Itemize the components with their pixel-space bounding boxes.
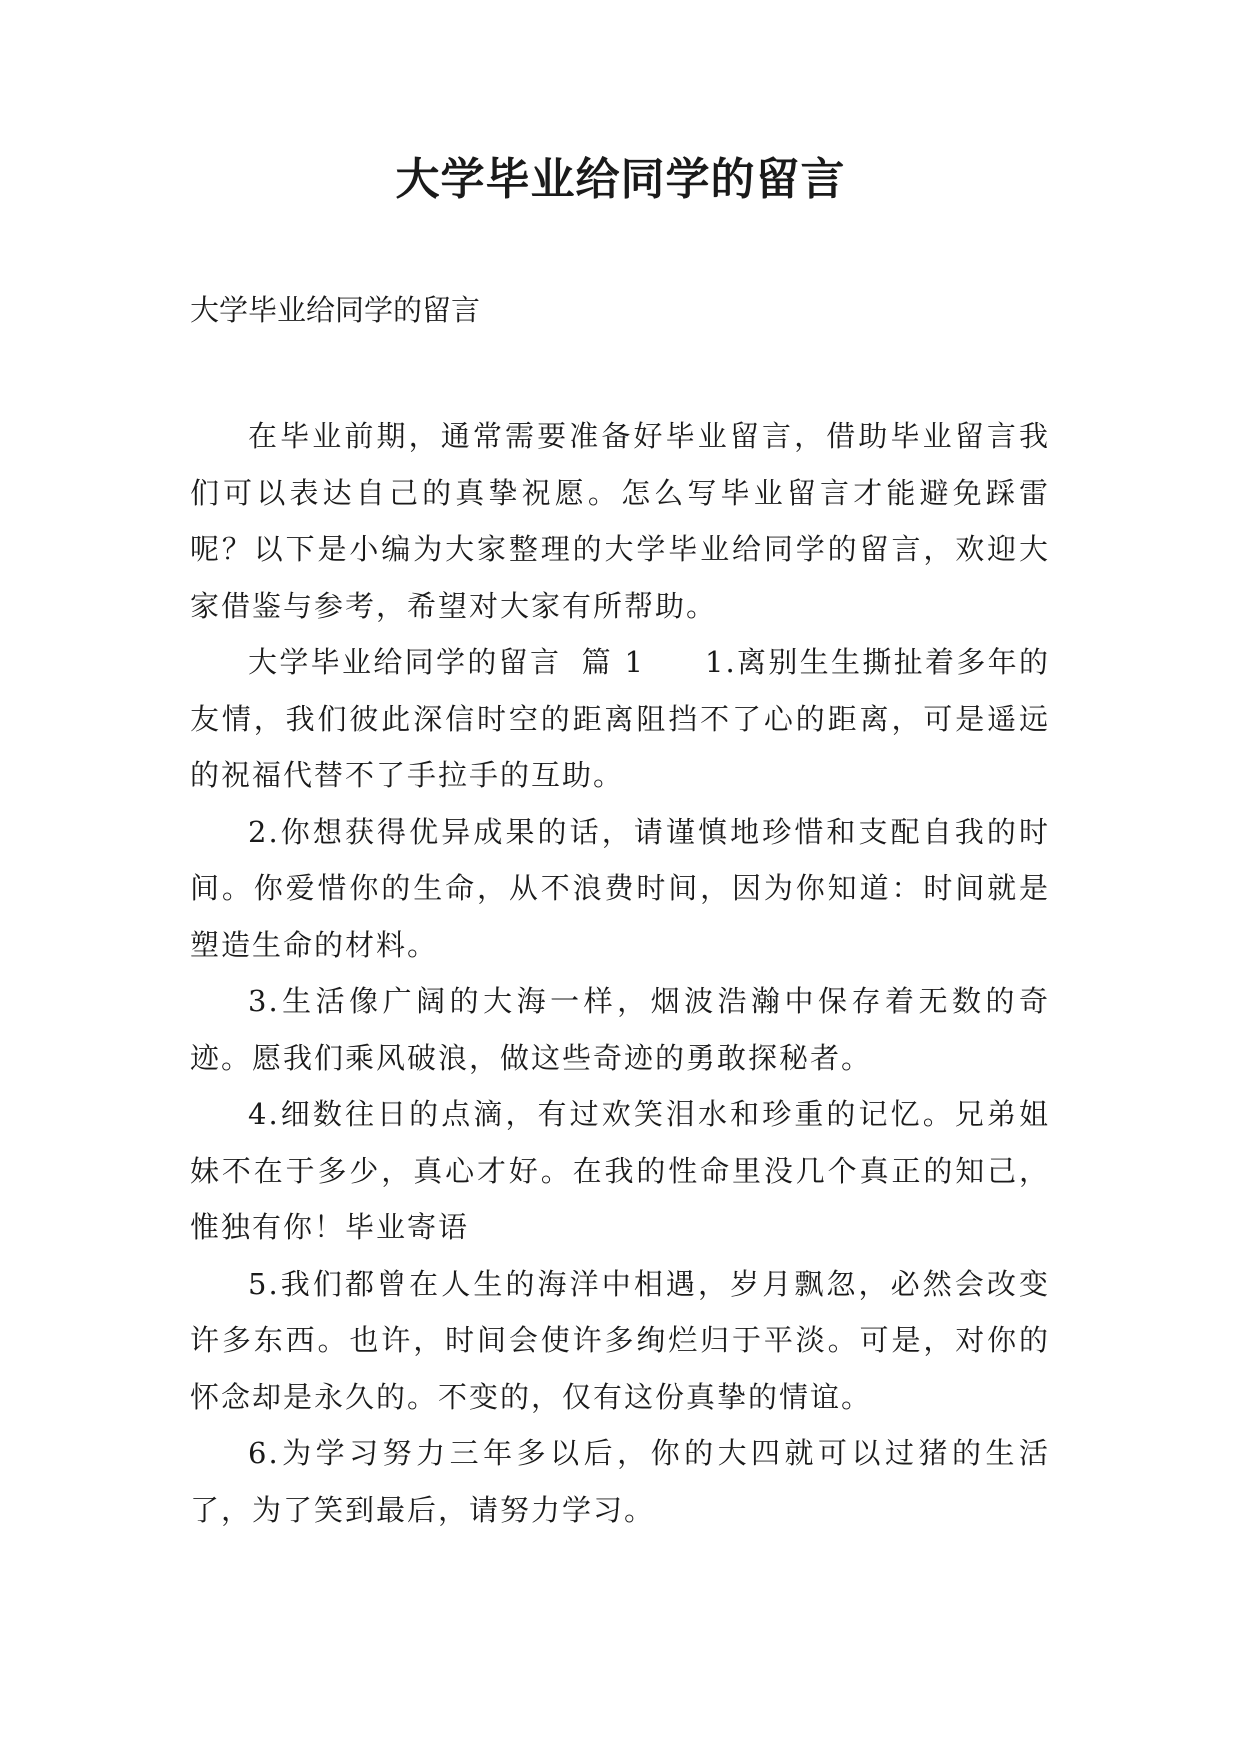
list-item: 3.生活像广阔的大海一样，烟波浩瀚中保存着无数的奇迹。愿我们乘风破浪，做这些奇迹的勇敢探秘者。 bbox=[190, 984, 1050, 1075]
list-item: 6.为学习努力三年多以后，你的大四就可以过猪的生活了，为了笑到最后，请努力学习。 bbox=[190, 1436, 1050, 1527]
document-subtitle: 大学毕业给同学的留言 bbox=[190, 293, 481, 327]
section-paragraph-1 bbox=[190, 634, 1050, 804]
section-label: 篇 1 bbox=[581, 645, 645, 679]
list-item: 2.你想获得优异成果的话，请谨慎地珍惜和支配自我的时间。你爱惜你的生命，从不浪费时间，因为你知道：时间就是塑造生命的材料。 bbox=[190, 814, 1050, 962]
list-item: 1.离别生生撕扯着多年的友情，我们彼此深信时空的距离阻挡不了心的距离，可是遥远的祝福代替不了手拉手的互助。 bbox=[190, 645, 1050, 792]
list-item: 4.细数往日的点滴，有过欢笑泪水和珍重的记忆。兄弟姐妹不在于多少，真心才好。在我的性命里没几个真正的知己，惟独有你！毕业寄语 bbox=[190, 1097, 1050, 1244]
document-body bbox=[190, 408, 1050, 1538]
document-title: 大学毕业给同学的留言 bbox=[395, 154, 846, 205]
section-heading: 大学毕业给同学的留言 bbox=[248, 645, 562, 679]
intro-paragraph: 在毕业前期，通常需要准备好毕业留言，借助毕业留言我们可以表达自己的真挚祝愿。怎么写毕业留言才能避免踩雷呢？以下是小编为大家整理的大学毕业给同学的留言，欢迎大家借鉴与参考，希望对大家有所帮助。 bbox=[190, 419, 1050, 623]
list-item: 5.我们都曾在人生的海洋中相遇，岁月飘忽，必然会改变许多东西。也许，时间会使许多绚烂归于平淡。可是，对你的怀念却是永久的。不变的，仅有这份真挚的情谊。 bbox=[190, 1266, 1050, 1414]
